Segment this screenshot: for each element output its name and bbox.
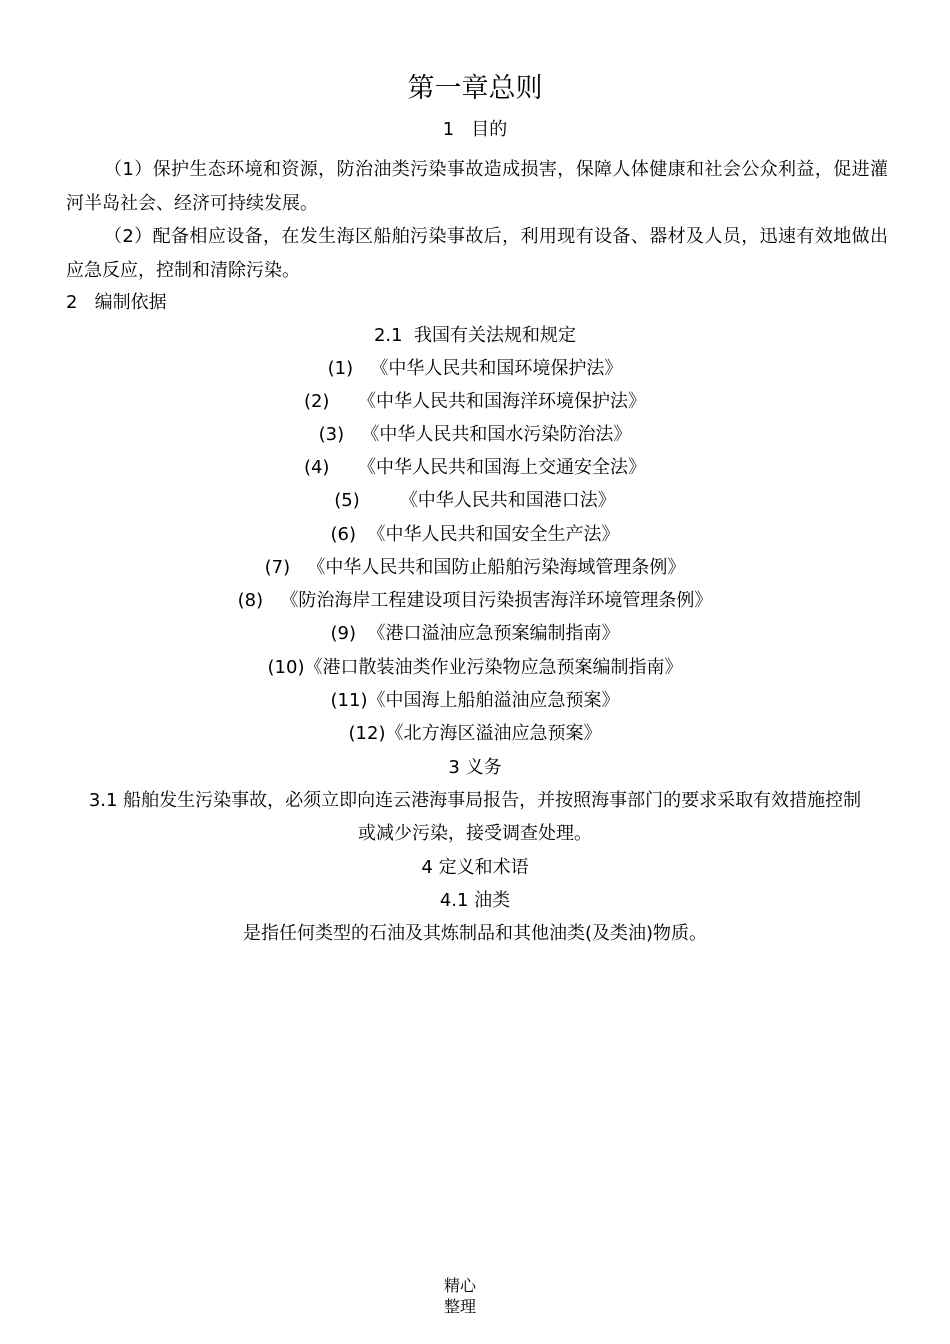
- page-title: 第一章总则: [407, 73, 543, 104]
- section-1-heading: 1 目的: [442, 119, 508, 140]
- law-item-1: (1) 《中华人民共和国环境保护法》: [327, 358, 623, 379]
- section-3-1-line-2: 或减少污染，接受调查处理。: [358, 823, 592, 844]
- law-item-5: (5) 《中华人民共和国港口法》: [334, 490, 616, 511]
- law-item-4: (4) 《中华人民共和国海上交通安全法》: [303, 457, 647, 478]
- footer-line-2: 整理: [443, 1297, 476, 1316]
- section-4-heading: 4 定义和术语: [421, 857, 529, 878]
- law-item-7: (7) 《中华人民共和国防止船舶污染海域管理条例》: [264, 557, 686, 578]
- law-item-8: (8) 《防治海岸工程建设项目污染损害海洋环境管理条例》: [237, 590, 713, 611]
- section-3-1-line-1: 3.1 船舶发生污染事故，必须立即向连云港海事局报告，并按照海事部门的要求采取有效措施控制: [88, 790, 862, 811]
- law-item-12: (12)《北方海区溢油应急预案》: [348, 723, 602, 744]
- law-item-9: (9) 《港口溢油应急预案编制指南》: [330, 623, 620, 644]
- law-item-6: (6) 《中华人民共和国安全生产法》: [330, 524, 620, 545]
- section-1-paragraph-2: （2）配备相应设备，在发生海区船舶污染事故后，利用现有设备、器材及人员，迅速有效地做出应急反应，控制和清除污染。: [66, 226, 888, 281]
- section-4-1-heading: 4.1 油类: [439, 890, 511, 911]
- footer-line-1: 精心: [443, 1276, 476, 1295]
- law-item-2: (2) 《中华人民共和国海洋环境保护法》: [303, 391, 647, 412]
- section-2-heading: 2 编制依据: [66, 292, 167, 313]
- section-2-1-heading: 2.1 我国有关法规和规定: [373, 325, 577, 346]
- section-3-heading: 3 义务: [448, 757, 502, 778]
- law-item-3: (3) 《中华人民共和国水污染防治法》: [318, 424, 632, 445]
- law-item-11: (11)《中国海上船舶溢油应急预案》: [330, 690, 620, 711]
- section-1-paragraph-1: （1）保护生态环境和资源，防治油类污染事故造成损害，保障人体健康和社会公众利益，促进灌河半岛社会、经济可持续发展。: [66, 159, 888, 214]
- oil-definition: 是指任何类型的石油及其炼制品和其他油类(及类油)物质。: [242, 923, 708, 944]
- law-item-10: (10)《港口散装油类作业污染物应急预案编制指南》: [267, 657, 683, 678]
